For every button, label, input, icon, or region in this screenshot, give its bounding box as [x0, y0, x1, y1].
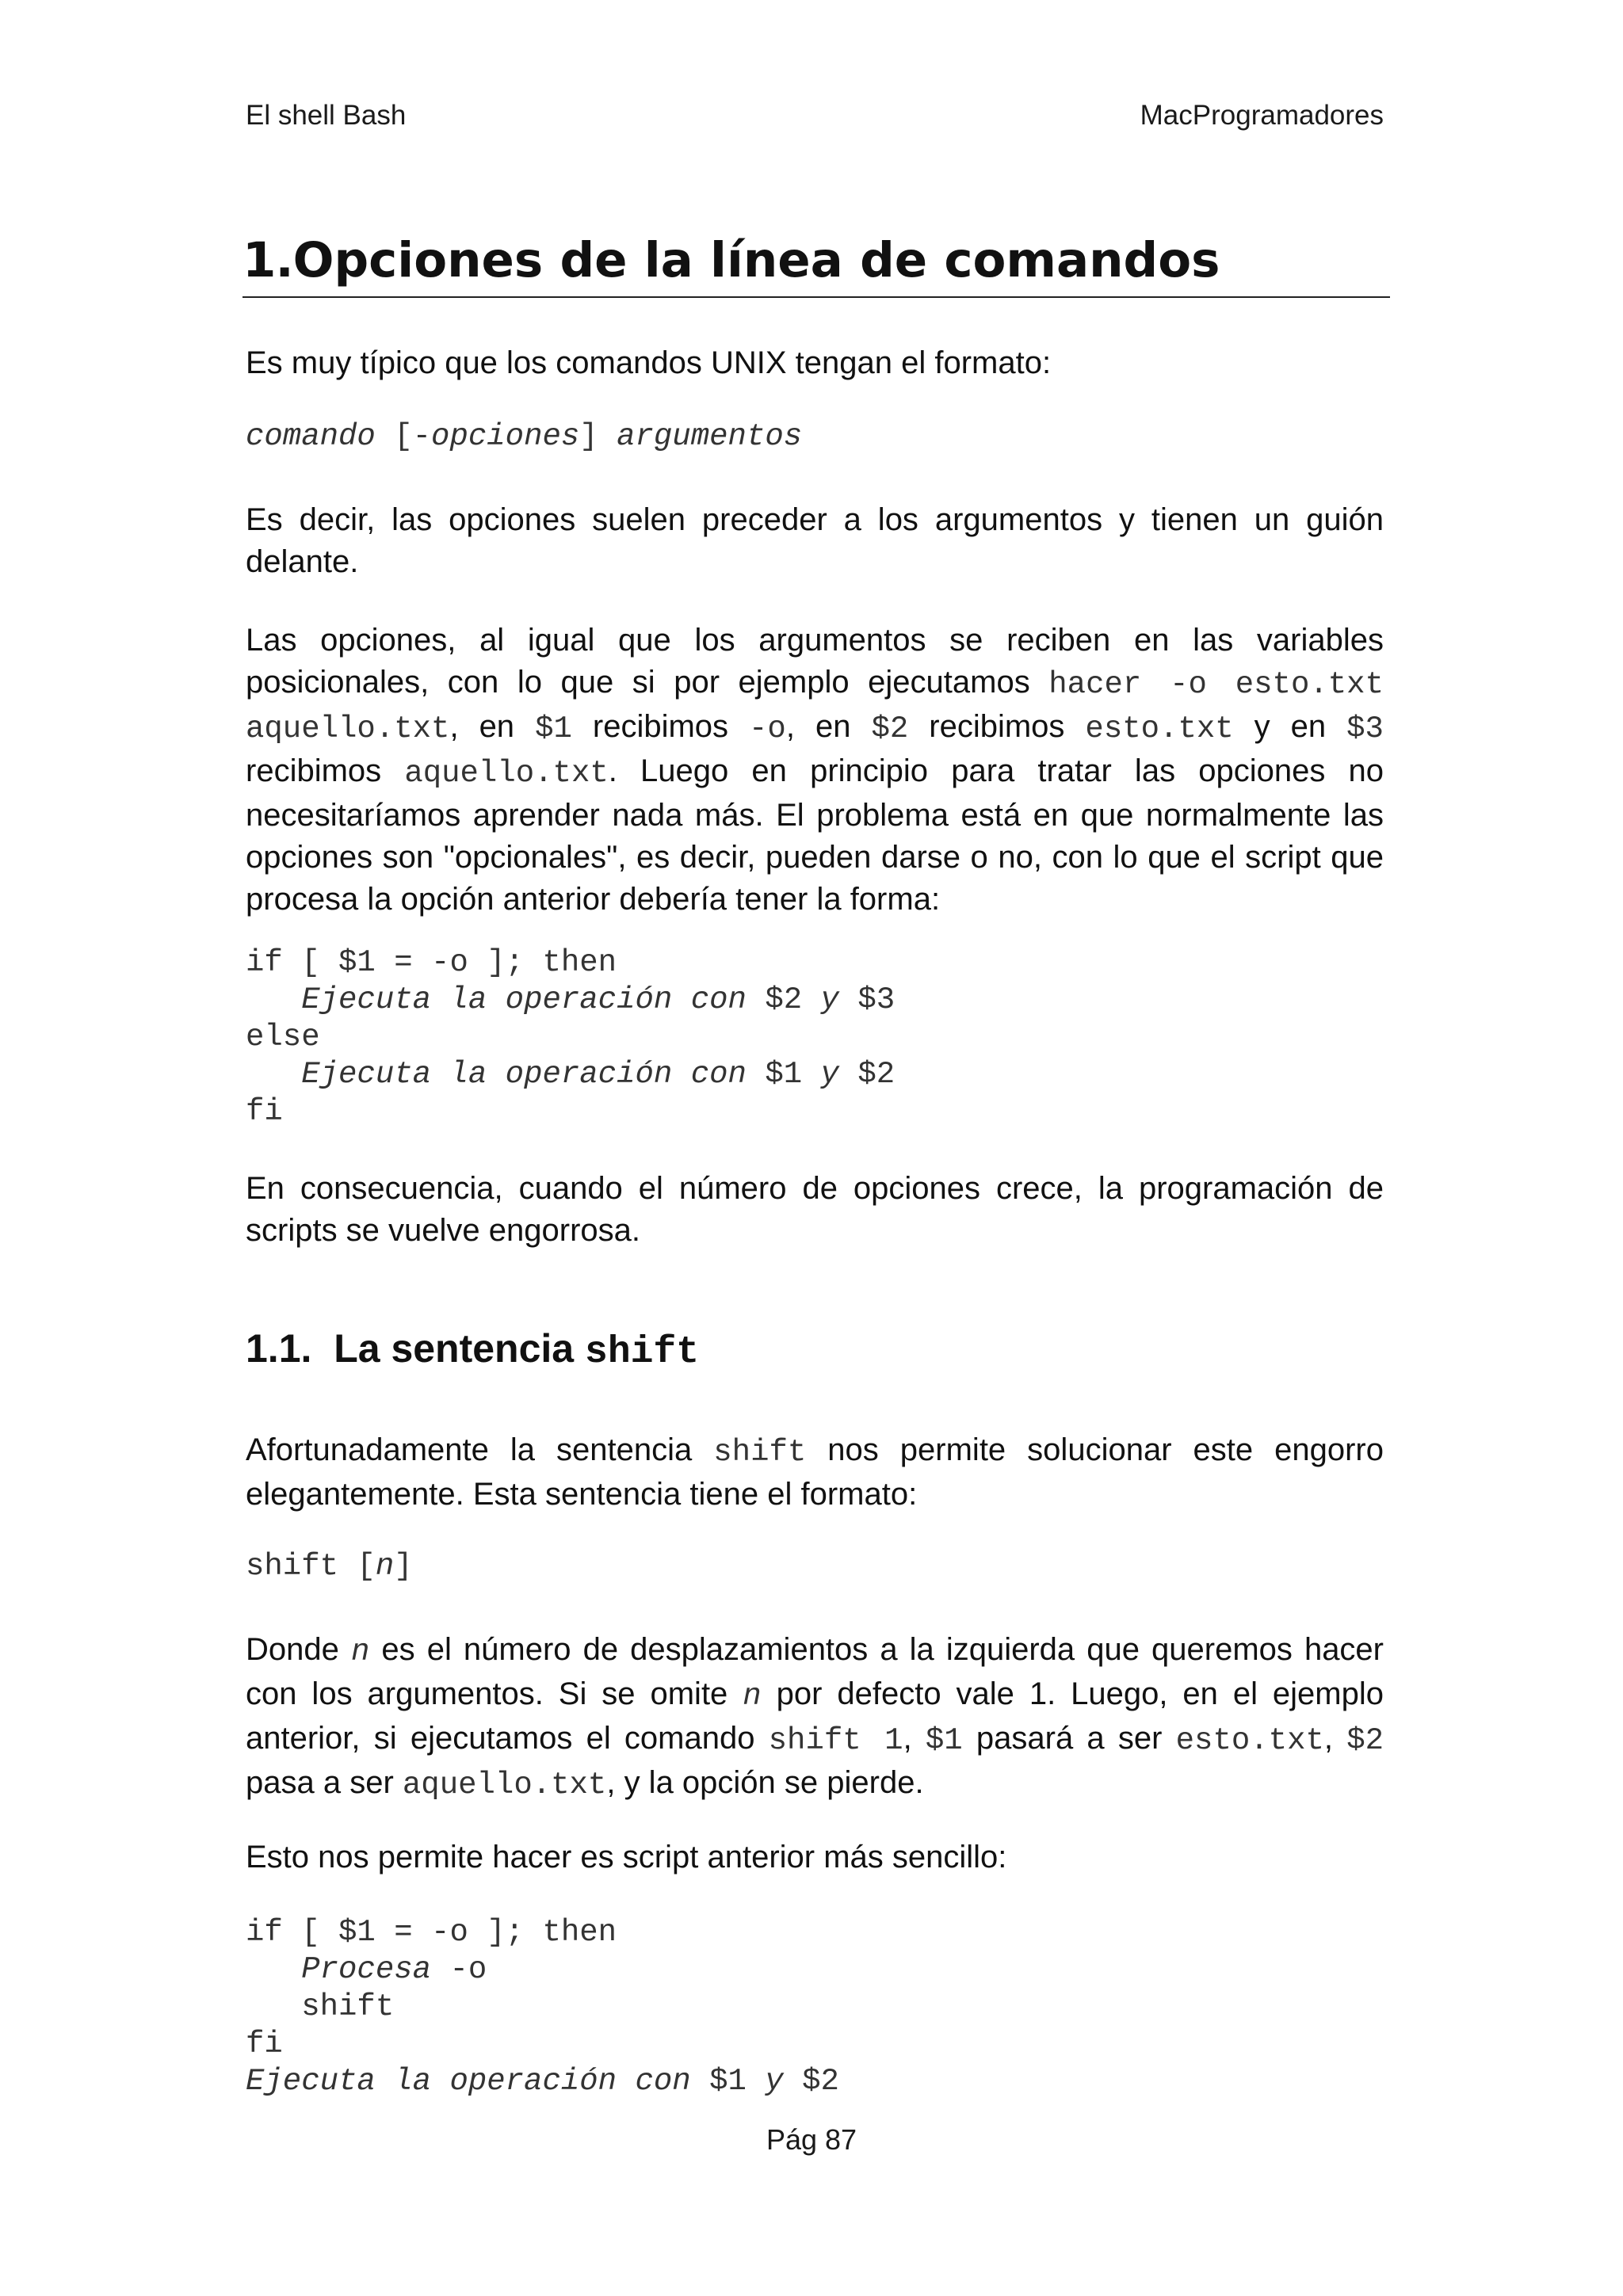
inline-code: $2 — [1346, 1723, 1384, 1758]
text-run: . Luego en principio para tratar las opciones no necesitaríamos aprender nada más. El problema está en que normalmente las opciones son "opcionales", es decir, pueden darse o no, con lo que el script que procesa la opción anterior debería tener la forma: — [246, 753, 1384, 917]
syntax-cmd: comando — [246, 419, 376, 454]
text-run: nos permite solucionar este engorro elegantemente. Esta sentencia tiene el formato: — [246, 1432, 1384, 1512]
code-var: $2 — [838, 1057, 896, 1092]
text-run: , — [903, 1721, 926, 1756]
inline-code: $2 — [871, 711, 909, 746]
paragraph-options-precede: Es decir, las opciones suelen preceder a los argumentos y tienen un guión delante. — [246, 502, 1384, 579]
syntax-command-options — [246, 418, 1384, 456]
syntax-open: [- — [375, 419, 432, 454]
inline-code: aquello.txt — [402, 1768, 607, 1802]
text-run: , — [1323, 1721, 1347, 1756]
text-run: Donde — [246, 1632, 351, 1667]
syntax-close: ] — [394, 1549, 413, 1584]
paragraph-shift-explained — [246, 1629, 1384, 1806]
text-run: pasará a ser — [962, 1721, 1176, 1756]
text-run: recibimos — [246, 753, 405, 788]
code-var: $2 — [746, 982, 821, 1017]
paragraph-consequence: En consecuencia, cuando el número de opciones crece, la programación de scripts se vuelve engorrosa. — [246, 1171, 1384, 1248]
code-italic: Ejecuta la operación con — [301, 982, 747, 1017]
code-italic: y — [820, 982, 839, 1017]
paragraph-positional-vars — [246, 620, 1384, 921]
code-line: fi — [246, 1094, 283, 1129]
text-run: Afortunadamente la sentencia — [246, 1432, 714, 1467]
text-run: , y la opción se pierde. — [606, 1765, 924, 1800]
code-line: if [ $1 = -o ]; then — [246, 945, 617, 980]
code-italic: Procesa — [301, 1952, 432, 1987]
syntax-n: n — [375, 1549, 395, 1584]
text-run: es el número de desplazamientos a la izquierda que queremos hacer con los argumentos. Si se omite — [246, 1632, 1384, 1711]
code-italic: Ejecuta la operación con — [301, 1057, 747, 1092]
syntax-shift — [246, 1548, 1384, 1585]
code-line: if [ $1 = -o ]; then — [246, 1915, 617, 1950]
inline-code: esto.txt — [1085, 711, 1234, 746]
text-run: recibimos — [908, 709, 1086, 744]
text-run: recibimos — [571, 709, 750, 744]
inline-code: aquello.txt — [404, 756, 609, 791]
code-indent — [246, 1952, 301, 1987]
inline-code: n — [743, 1679, 762, 1714]
page-number: Pág 87 — [766, 2123, 857, 2156]
text-run: por defecto vale 1. Luego, en el ejemplo anterior, si ejecutamos el comando — [246, 1676, 1384, 1756]
code-line: shift — [246, 1989, 395, 2024]
code-var: $2 — [783, 2064, 839, 2099]
code-line — [246, 982, 1384, 1019]
section-title-code: shift — [585, 1331, 700, 1374]
code-var: $1 — [746, 1057, 821, 1092]
inline-code: hacer -o esto.txt aquello.txt — [246, 667, 1384, 746]
code-var: $3 — [838, 982, 896, 1017]
code-indent — [246, 982, 301, 1017]
inline-code: shift 1 — [768, 1723, 903, 1758]
running-header-left: El shell Bash — [246, 100, 407, 131]
code-block-if-else — [246, 944, 1384, 1131]
chapter-number: 1. — [242, 232, 293, 288]
paragraph-shift-intro — [246, 1429, 1384, 1516]
text-run: y en — [1233, 709, 1347, 744]
syntax-args: argumentos — [617, 419, 803, 454]
text-run: pasa a ser — [246, 1765, 403, 1800]
code-italic: Ejecuta la operación con — [246, 2064, 691, 2099]
text-run: , en — [449, 709, 536, 744]
running-header-right: MacProgramadores — [1140, 100, 1384, 131]
section-heading — [246, 1322, 699, 1379]
code-italic: y — [820, 1057, 839, 1092]
code-line: else — [246, 1020, 320, 1055]
inline-code: n — [350, 1634, 370, 1669]
code-block-shift — [246, 1914, 1384, 2100]
chapter-heading — [242, 227, 1390, 298]
inline-code: $1 — [535, 711, 572, 746]
section-title: La sentencia — [334, 1326, 575, 1371]
chapter-title: Opciones de la línea de comandos — [292, 232, 1220, 288]
code-line — [246, 1951, 1384, 1989]
inline-code: esto.txt — [1175, 1723, 1324, 1758]
section-number: 1.1. — [246, 1326, 312, 1371]
inline-code: $1 — [925, 1723, 963, 1758]
code-line — [246, 2063, 1384, 2100]
syntax-opts: opciones — [431, 419, 580, 454]
code-line — [246, 1056, 1384, 1093]
paragraph-intro: Es muy típico que los comandos UNIX tengan el formato: — [246, 345, 1052, 380]
code-var: -o — [431, 1952, 487, 1987]
inline-code: $3 — [1346, 711, 1384, 746]
code-var: $1 — [690, 2064, 766, 2099]
paragraph-simpler-script: Esto nos permite hacer es script anterior más sencillo: — [246, 1840, 1007, 1875]
inline-code: -o — [749, 711, 786, 746]
text-run: , en — [785, 709, 872, 744]
syntax-close: ] — [579, 419, 617, 454]
code-indent — [246, 1057, 301, 1092]
inline-code: shift — [713, 1435, 807, 1470]
code-line: fi — [246, 2027, 283, 2061]
code-italic: y — [765, 2064, 784, 2099]
syntax-cmd: shift [ — [246, 1549, 376, 1584]
text-run: Las opciones, al igual que los argumentos se reciben en las variables posicionales, con lo que si por ejemplo ejecutamos — [246, 623, 1384, 700]
